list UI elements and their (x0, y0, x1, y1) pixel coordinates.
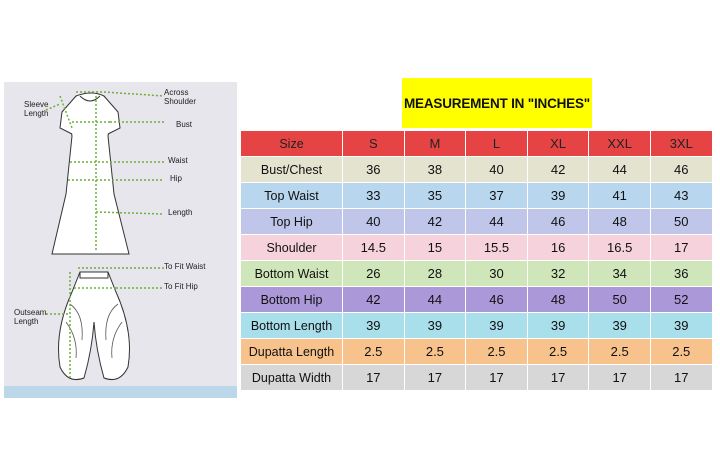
value-cell: 39 (466, 313, 528, 339)
value-cell: 28 (405, 261, 467, 287)
table-row (241, 313, 713, 339)
value-cell: 2.5 (466, 339, 528, 365)
value-cell: 42 (528, 157, 590, 183)
value-cell: 17 (528, 365, 590, 391)
value-cell: 17 (651, 365, 713, 391)
value-cell: 43 (651, 183, 713, 209)
value-cell: 50 (589, 287, 651, 313)
value-cell: 16 (528, 235, 590, 261)
label-waist: Waist (168, 156, 188, 165)
value-cell: 39 (528, 313, 590, 339)
value-cell: 2.5 (651, 339, 713, 365)
value-cell: 46 (528, 209, 590, 235)
value-cell: 39 (528, 183, 590, 209)
measurement-title-box (402, 78, 592, 128)
value-cell: 44 (405, 287, 467, 313)
label-hip: Hip (170, 174, 183, 183)
row-label: Bust/Chest (241, 157, 343, 183)
value-cell: 36 (343, 157, 405, 183)
value-cell: 32 (528, 261, 590, 287)
row-label: Bottom Waist (241, 261, 343, 287)
value-cell: 35 (405, 183, 467, 209)
row-label: Shoulder (241, 235, 343, 261)
garment-drawing (4, 82, 237, 398)
value-cell: 37 (466, 183, 528, 209)
value-cell: 39 (405, 313, 467, 339)
value-cell: 44 (589, 157, 651, 183)
value-cell: 26 (343, 261, 405, 287)
value-cell: 48 (528, 287, 590, 313)
value-cell: 17 (405, 365, 467, 391)
table-row (241, 365, 713, 391)
garment-measurement-diagram (4, 82, 237, 398)
value-cell: 40 (343, 209, 405, 235)
header-cell: 3XL (651, 131, 713, 157)
value-cell: 2.5 (589, 339, 651, 365)
value-cell: 14.5 (343, 235, 405, 261)
value-cell: 42 (405, 209, 467, 235)
value-cell: 41 (589, 183, 651, 209)
table-row (241, 339, 713, 365)
table-row (241, 183, 713, 209)
value-cell: 33 (343, 183, 405, 209)
value-cell: 17 (343, 365, 405, 391)
value-cell: 2.5 (405, 339, 467, 365)
table-header-row (241, 131, 713, 157)
value-cell: 42 (343, 287, 405, 313)
header-cell: XXL (589, 131, 651, 157)
row-label: Top Waist (241, 183, 343, 209)
row-label: Bottom Length (241, 313, 343, 339)
value-cell: 50 (651, 209, 713, 235)
value-cell: 17 (589, 365, 651, 391)
value-cell: 17 (466, 365, 528, 391)
value-cell: 39 (589, 313, 651, 339)
value-cell: 16.5 (589, 235, 651, 261)
label-bust: Bust (176, 120, 193, 129)
value-cell: 39 (343, 313, 405, 339)
value-cell: 2.5 (343, 339, 405, 365)
size-chart-table (241, 131, 713, 391)
value-cell: 46 (466, 287, 528, 313)
label-across-shoulder: Across Shoulder (164, 88, 197, 106)
value-cell: 15 (405, 235, 467, 261)
value-cell: 40 (466, 157, 528, 183)
measurement-title: MEASUREMENT IN "INCHES" (404, 95, 590, 111)
label-sleeve-length: Sleeve Length (24, 100, 49, 118)
row-label: Top Hip (241, 209, 343, 235)
header-cell: Size (241, 131, 343, 157)
value-cell: 34 (589, 261, 651, 287)
label-outseam-length: Outseam Length (14, 308, 47, 326)
table-row (241, 209, 713, 235)
row-label: Bottom Hip (241, 287, 343, 313)
table-row (241, 157, 713, 183)
value-cell: 44 (466, 209, 528, 235)
value-cell: 46 (651, 157, 713, 183)
label-length: Length (168, 208, 193, 217)
header-cell: L (466, 131, 528, 157)
value-cell: 39 (651, 313, 713, 339)
value-cell: 48 (589, 209, 651, 235)
value-cell: 52 (651, 287, 713, 313)
table-row (241, 261, 713, 287)
table-row (241, 235, 713, 261)
value-cell: 2.5 (528, 339, 590, 365)
header-cell: S (343, 131, 405, 157)
header-cell: M (405, 131, 467, 157)
header-cell: XL (528, 131, 590, 157)
table-row (241, 287, 713, 313)
value-cell: 17 (651, 235, 713, 261)
value-cell: 36 (651, 261, 713, 287)
label-to-fit-hip: To Fit Hip (164, 282, 198, 291)
row-label: Dupatta Width (241, 365, 343, 391)
row-label: Dupatta Length (241, 339, 343, 365)
label-to-fit-waist: To Fit Waist (164, 262, 206, 271)
value-cell: 38 (405, 157, 467, 183)
value-cell: 30 (466, 261, 528, 287)
value-cell: 15.5 (466, 235, 528, 261)
